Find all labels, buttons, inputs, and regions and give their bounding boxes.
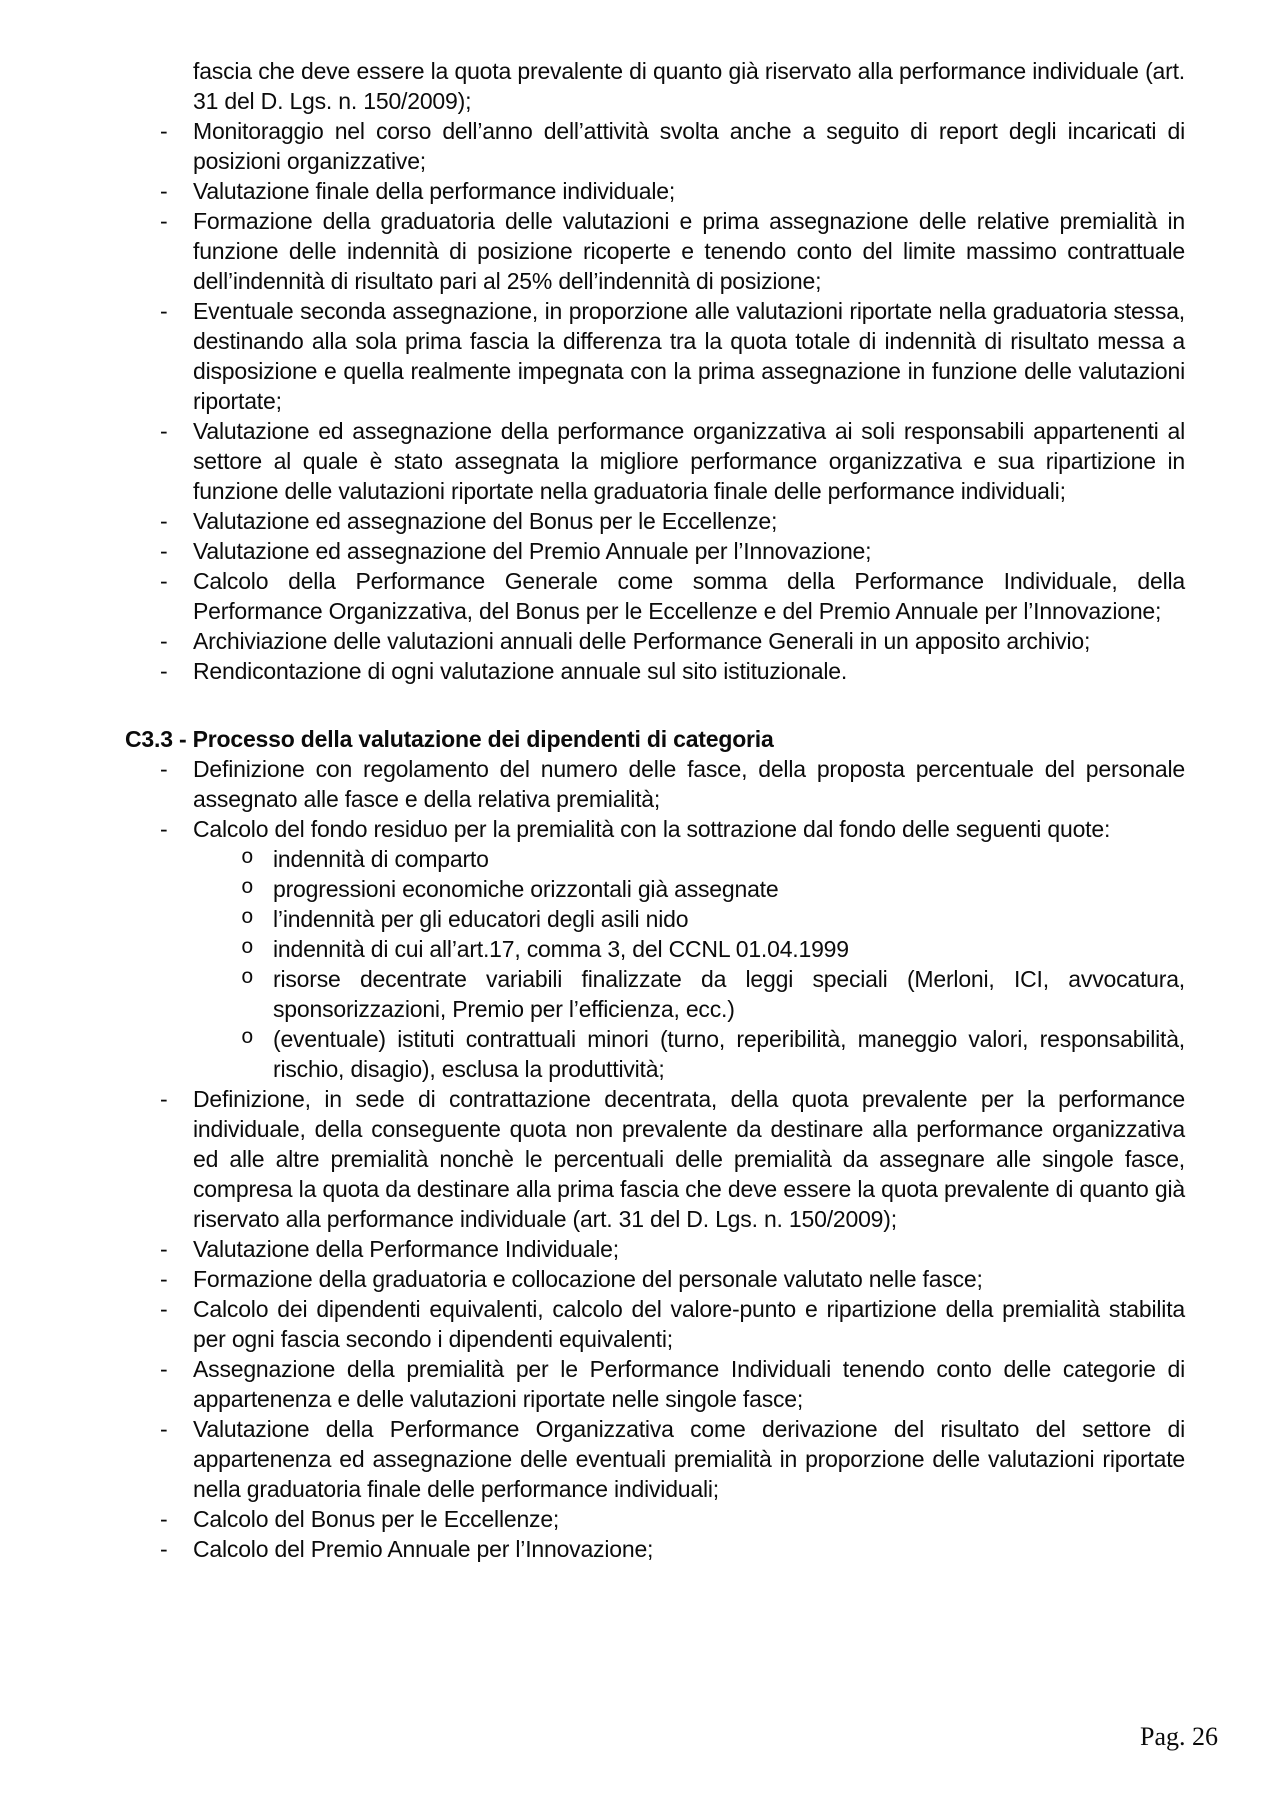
list-item-text: Rendicontazione di ogni valutazione annuale sul sito istituzionale. bbox=[193, 658, 848, 684]
dash-bullet-icon: - bbox=[160, 418, 168, 444]
dash-bullet-icon: - bbox=[160, 1416, 168, 1442]
list-item-text: Formazione della graduatoria e collocazione del personale valutato nelle fasce; bbox=[193, 1266, 983, 1292]
list-item bbox=[160, 1264, 1185, 1294]
circle-bullet-icon: o bbox=[241, 937, 254, 960]
dash-bullet-icon: - bbox=[160, 1236, 168, 1262]
list-item-text: Valutazione della Performance Individuale; bbox=[193, 1236, 619, 1262]
sub-list-item bbox=[241, 964, 1185, 1024]
dash-bullet-icon: - bbox=[160, 1086, 168, 1112]
dash-bullet-icon: - bbox=[160, 568, 168, 594]
sub-list-item-text: (eventuale) istituti contrattuali minori (turno, reperibilità, maneggio valori, responsabilità, rischio, disagio), esclusa la produttività; bbox=[273, 1026, 1185, 1082]
list-item-text: Definizione con regolamento del numero delle fasce, della proposta percentuale del personale assegnato alle fasce e della relativa premialità; bbox=[193, 756, 1185, 812]
list-item bbox=[160, 1294, 1185, 1354]
list-item-text: Calcolo del Bonus per le Eccellenze; bbox=[193, 1506, 560, 1532]
list-item bbox=[160, 1534, 1185, 1564]
list-item bbox=[160, 1414, 1185, 1504]
sub-list-item-text: progressioni economiche orizzontali già assegnate bbox=[273, 876, 779, 902]
list-item bbox=[160, 1354, 1185, 1414]
list-item bbox=[160, 506, 1185, 536]
list-item-text: Definizione, in sede di contrattazione decentrata, della quota prevalente per la performance individuale, della conseguente quota non prevalente da destinare alla performance organizzativa ed alle altre premialità nonchè le percentuali delle premialità da assegnare alle singole fasce, compresa la quota da destinare alla prima fascia che deve essere la quota prevalente di quanto già riservato alla performance individuale (art. 31 del D. Lgs. n. 150/2009); bbox=[193, 1086, 1185, 1232]
sub-list-item bbox=[241, 904, 1185, 934]
list-item bbox=[160, 1234, 1185, 1264]
circle-bullet-icon: o bbox=[241, 877, 254, 900]
circle-bullet-icon: o bbox=[241, 907, 254, 930]
dash-bullet-icon: - bbox=[160, 538, 168, 564]
dash-bullet-icon: - bbox=[160, 816, 168, 842]
list-item-text: Calcolo del fondo residuo per la premialità con la sottrazione dal fondo delle seguenti quote: bbox=[193, 816, 1111, 842]
list-item bbox=[160, 116, 1185, 176]
circle-bullet-icon: o bbox=[241, 967, 254, 990]
sub-list-item bbox=[241, 934, 1185, 964]
dash-bullet-icon: - bbox=[160, 1296, 168, 1322]
sub-list-item bbox=[241, 874, 1185, 904]
sub-list-item bbox=[241, 844, 1185, 874]
circle-bullet-icon: o bbox=[241, 847, 254, 870]
dash-bullet-icon: - bbox=[160, 118, 168, 144]
dash-bullet-icon: - bbox=[160, 756, 168, 782]
list-item-text: Calcolo dei dipendenti equivalenti, calcolo del valore-punto e ripartizione della premialità stabilita per ogni fascia secondo i dipendenti equivalenti; bbox=[193, 1296, 1185, 1352]
text-block bbox=[125, 56, 1185, 1564]
dash-bullet-icon: - bbox=[160, 1506, 168, 1532]
list-item-text: Archiviazione delle valutazioni annuali delle Performance Generali in un apposito archivio; bbox=[193, 628, 1091, 654]
list-item bbox=[160, 416, 1185, 506]
dash-bullet-icon: - bbox=[160, 658, 168, 684]
list-item-text: Valutazione ed assegnazione della performance organizzativa ai soli responsabili appartenenti al settore al quale è stato assegnata la migliore performance organizzativa e sua ripartizione in funzione delle valutazioni riportate nella graduatoria finale delle performance individuali; bbox=[193, 418, 1185, 504]
list-item-text: Eventuale seconda assegnazione, in proporzione alle valutazioni riportate nella graduatoria stessa, destinando alla sola prima fascia la differenza tra la quota totale di indennità di risultato messa a disposizione e quella realmente impegnata con la prima assegnazione in funzione delle valutazioni riportate; bbox=[193, 298, 1185, 414]
dash-bullet-icon: - bbox=[160, 178, 168, 204]
list-item-text: Assegnazione della premialità per le Performance Individuali tenendo conto delle categorie di appartenenza e delle valutazioni riportate nelle singole fasce; bbox=[193, 1356, 1185, 1412]
list-item bbox=[160, 1504, 1185, 1534]
section-heading: C3.3 - Processo della valutazione dei dipendenti di categoria bbox=[125, 726, 774, 752]
sub-list-item bbox=[241, 1024, 1185, 1084]
dash-bullet-icon: - bbox=[160, 208, 168, 234]
dash-bullet-icon: - bbox=[160, 1536, 168, 1562]
list-item bbox=[160, 296, 1185, 416]
dash-bullet-icon: - bbox=[160, 1356, 168, 1382]
list-item bbox=[160, 176, 1185, 206]
list-item-text: Monitoraggio nel corso dell’anno dell’attività svolta anche a seguito di report degli incaricati di posizioni organizzative; bbox=[193, 118, 1185, 174]
list-item bbox=[160, 566, 1185, 626]
continuation-paragraph: fascia che deve essere la quota prevalente di quanto già riservato alla performance individuale (art. 31 del D. Lgs. n. 150/2009); bbox=[193, 58, 1185, 114]
sub-list-item-text: indennità di cui all’art.17, comma 3, del CCNL 01.04.1999 bbox=[273, 936, 849, 962]
sub-list-item-text: risorse decentrate variabili finalizzate da leggi speciali (Merloni, ICI, avvocatura, sponsorizzazioni, Premio per l’efficienza, ecc.) bbox=[273, 966, 1185, 1022]
list-item-text: Valutazione finale della performance individuale; bbox=[193, 178, 676, 204]
dash-bullet-icon: - bbox=[160, 508, 168, 534]
list-item-text: Valutazione ed assegnazione del Premio Annuale per l’Innovazione; bbox=[193, 538, 872, 564]
list-item bbox=[160, 754, 1185, 814]
list-item-text: Calcolo del Premio Annuale per l’Innovazione; bbox=[193, 1536, 654, 1562]
list-item-text: Formazione della graduatoria delle valutazioni e prima assegnazione delle relative premialità in funzione delle indennità di posizione ricoperte e tenendo conto del limite massimo contrattuale dell’indennità di risultato pari al 25% dell’indennità di posizione; bbox=[193, 208, 1185, 294]
list-item bbox=[160, 656, 1185, 686]
dash-bullet-icon: - bbox=[160, 628, 168, 654]
list-item-text: Valutazione della Performance Organizzativa come derivazione del risultato del settore di appartenenza ed assegnazione delle eventuali premialità in proporzione delle valutazioni riportate nella graduatoria finale delle performance individuali; bbox=[193, 1416, 1185, 1502]
sub-list-item-text: l’indennità per gli educatori degli asili nido bbox=[273, 906, 689, 932]
dash-bullet-icon: - bbox=[160, 298, 168, 324]
sub-list bbox=[125, 844, 1185, 1084]
circle-bullet-icon: o bbox=[241, 1027, 254, 1050]
list-item bbox=[160, 206, 1185, 296]
list-item bbox=[160, 814, 1185, 844]
sub-list-item-text: indennità di comparto bbox=[273, 846, 489, 872]
dash-bullet-icon: - bbox=[160, 1266, 168, 1292]
list-item bbox=[160, 626, 1185, 656]
page-footer: Pag. 26 bbox=[1140, 1722, 1218, 1751]
list-item-text: Valutazione ed assegnazione del Bonus per le Eccellenze; bbox=[193, 508, 778, 534]
list-item-text: Calcolo della Performance Generale come somma della Performance Individuale, della Performance Organizzativa, del Bonus per le Eccellenze e del Premio Annuale per l’Innovazione; bbox=[193, 568, 1185, 624]
list-item bbox=[160, 536, 1185, 566]
list-item bbox=[160, 1084, 1185, 1234]
